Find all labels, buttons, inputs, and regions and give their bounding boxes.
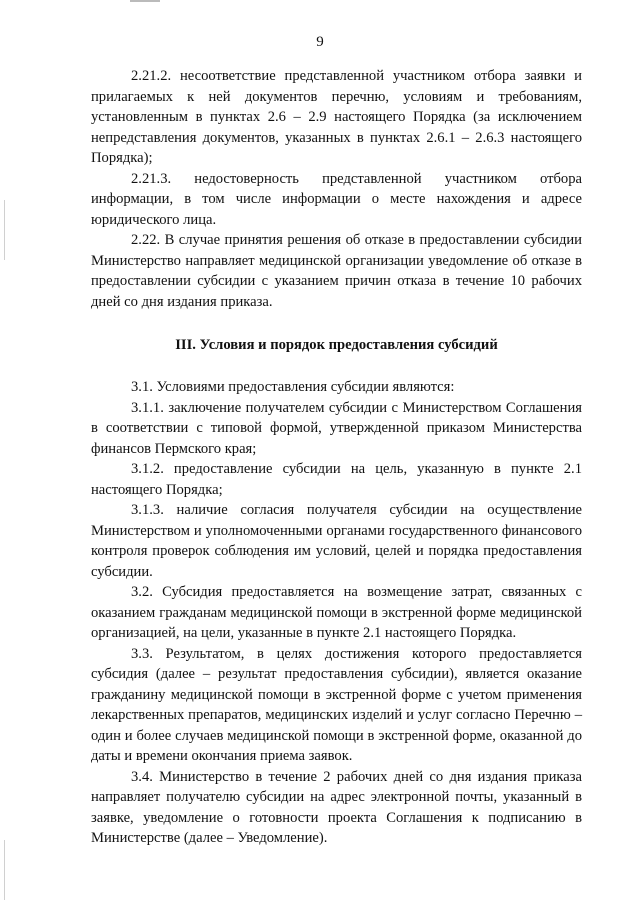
paragraph-3-1-2: 3.1.2. предоставление субсидии на цель, указанную в пункте 2.1 настоящего Порядка;: [91, 461, 582, 498]
document-body: [91, 66, 582, 849]
paragraph-2-22: 2.22. В случае принятия решения об отказе в предоставлении субсидии Министерство направляет медицинской организации уведомление об отказе в предоставлении субсидии с указанием причин отказа в течение 10 рабочих дней со дня издания приказа.: [91, 232, 582, 310]
scan-artifact-top: [130, 0, 160, 2]
paragraph-3-1-1: 3.1.1. заключение получателем субсидии с Министерством Соглашения в соответствии с типовой формой, утвержденной приказом Министерства финансов Пермского края;: [91, 399, 582, 457]
paragraph-3-4: 3.4. Министерство в течение 2 рабочих дней со дня издания приказа направляет получателю субсидии на адрес электронной почты, указанный в заявке, уведомление о готовности проекта Соглашения к подписанию в Министерстве (далее – Уведомление).: [91, 768, 582, 846]
scan-artifact-left-2: [4, 840, 5, 900]
paragraph-3-1: 3.1. Условиями предоставления субсидии являются:: [131, 379, 455, 395]
paragraph-2-21-3: 2.21.3. недостоверность представленной участником отбора информации, в том числе информации о месте нахождения и адресе юридического лица.: [91, 170, 582, 228]
scan-artifact-left-1: [4, 200, 5, 260]
paragraph-3-3: 3.3. Результатом, в целях достижения которого предоставляется субсидия (далее – результат предоставления субсидии), является оказание гражданину медицинской помощи в экстренной форме с учетом применения лекарственных препаратов, медицинских изделий и услуг согласно Перечню – один и более случаев медицинской помощи в экстренной форме, оказанной до даты и времени окончания приема заявок.: [91, 645, 582, 764]
page-number: 9: [316, 34, 324, 50]
paragraph-2-21-2: 2.21.2. несоответствие представленной участником отбора заявки и прилагаемых к ней документов перечню, условиям и требованиям, установленным в пунктах 2.6 – 2.9 настоящего Порядка (за исключением непредставления документов, указанных в пунктах 2.6.1 – 2.6.3 настоящего Порядка);: [91, 68, 582, 166]
section-heading: III. Условия и порядок предоставления субсидий: [175, 337, 498, 353]
paragraph-3-1-3: 3.1.3. наличие согласия получателя субсидии на осуществление Министерством и уполномоченными органами государственного финансового контроля проверок соблюдения им условий, целей и порядка предоставления субсидии.: [91, 502, 582, 580]
paragraph-3-2: 3.2. Субсидия предоставляется на возмещение затрат, связанных с оказанием гражданам медицинской помощи в экстренной форме медицинской организацией, на цели, указанные в пункте 2.1 настоящего Порядка.: [91, 584, 582, 641]
